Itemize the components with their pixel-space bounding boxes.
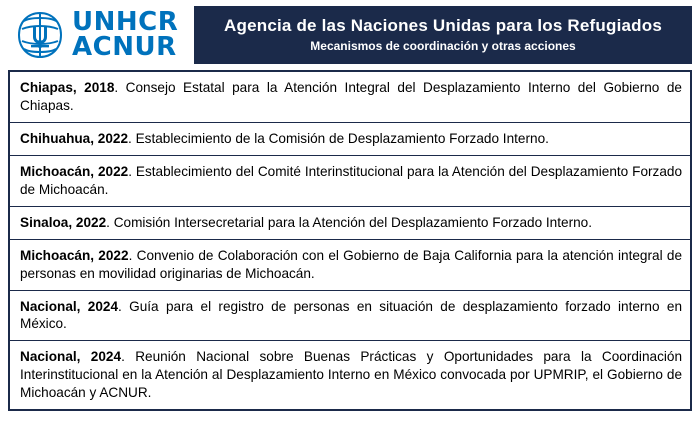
- unhcr-logo-icon: [14, 9, 66, 61]
- row-lead: Nacional, 2024: [20, 298, 119, 314]
- row-lead: Sinaloa, 2022: [20, 214, 107, 230]
- row-text: . Establecimiento del Comité Interinstitucional para la Atención del Desplazamiento Forzado de Michoacán.: [20, 163, 683, 197]
- row-text: . Establecimiento de la Comisión de Desplazamiento Forzado Interno.: [128, 130, 549, 146]
- row-lead: Michoacán, 2022: [20, 163, 129, 179]
- slide-header: [8, 6, 692, 64]
- row-text: . Guía para el registro de personas en situación de desplazamiento forzado interno en México.: [20, 298, 683, 332]
- table-row: [10, 240, 690, 291]
- row-lead: Nacional, 2024: [20, 349, 122, 365]
- logo-line-unhcr: UNHCR: [72, 6, 179, 37]
- unhcr-logo-text: [72, 6, 179, 62]
- table-row: [10, 123, 690, 156]
- unhcr-logo: [8, 6, 194, 64]
- header-subtitle: Mecanismos de coordinación y otras acciones: [310, 38, 576, 53]
- table-row: [10, 341, 690, 409]
- table-row: [10, 207, 690, 240]
- table-row: [10, 156, 690, 207]
- table-row: [10, 291, 690, 342]
- row-lead: Chiapas, 2018: [20, 80, 115, 95]
- row-text: . Reunión Nacional sobre Buenas Prácticas y Oportunidades para la Coordinación Interinstitucional en la Atención al Desplazamiento Interno en México convocada por UPMRIP, el Gobierno de Michoacán y ACNUR.: [20, 349, 683, 401]
- mechanisms-table: [8, 70, 692, 411]
- header-title: Agencia de las Naciones Unidas para los Refugiados: [224, 16, 662, 36]
- row-lead: Michoacán, 2022: [20, 247, 129, 263]
- header-title-bar: [194, 6, 692, 64]
- table-row: [10, 72, 690, 123]
- row-lead: Chihuahua, 2022: [20, 130, 129, 146]
- logo-line-acnur: ACNUR: [72, 32, 177, 62]
- row-text: . Comisión Intersecretarial para la Atención del Desplazamiento Forzado Interno.: [106, 214, 593, 230]
- row-text: . Convenio de Colaboración con el Gobierno de Baja California para la atención integral de personas en movilidad originarias de Michoacán.: [20, 247, 683, 281]
- row-text: . Consejo Estatal para la Atención Integral del Desplazamiento Interno del Gobierno de Chiapas.: [20, 80, 682, 113]
